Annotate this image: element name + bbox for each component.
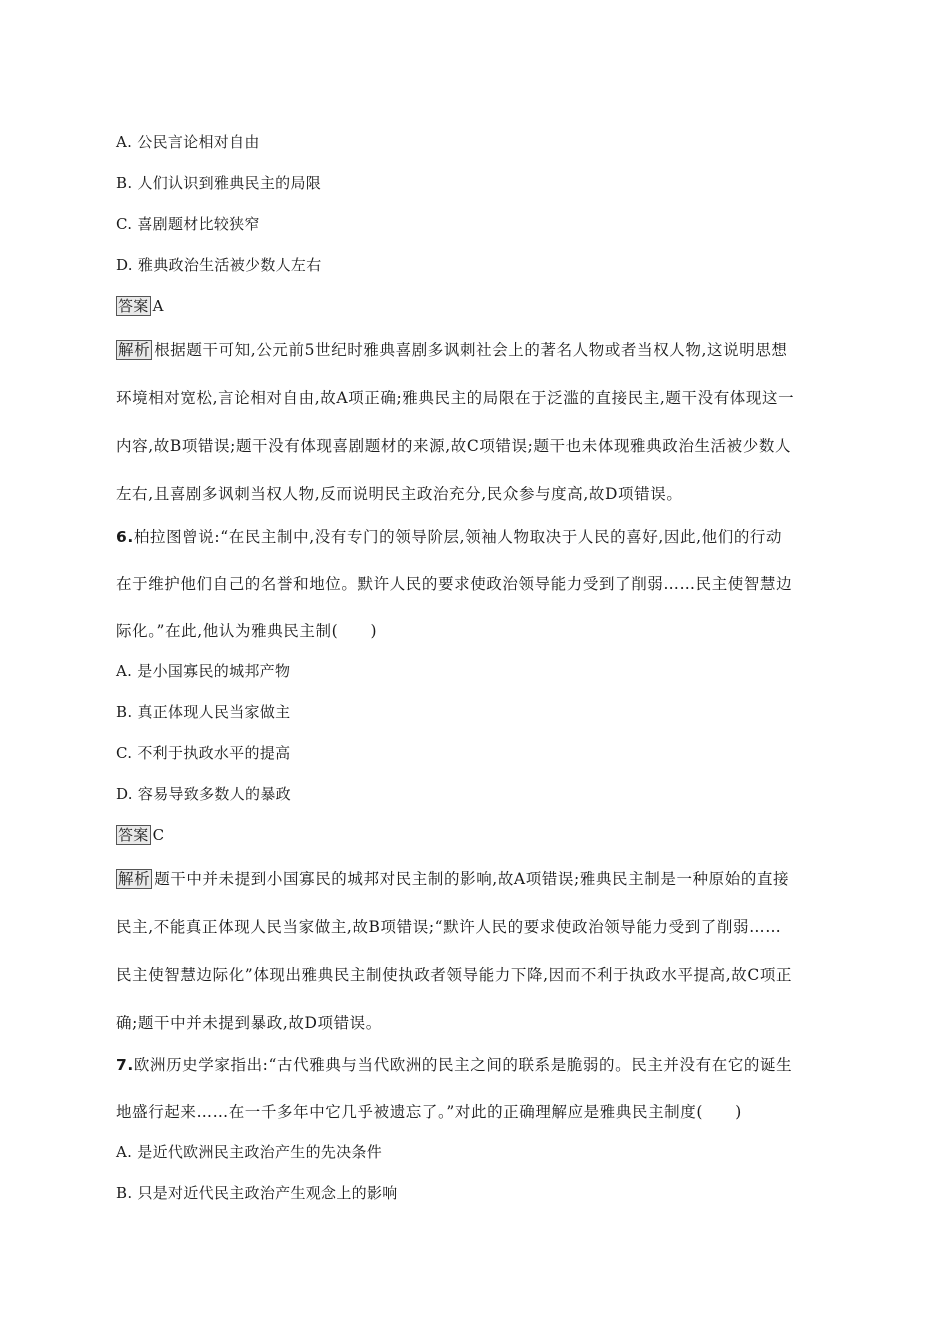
q5-analysis-line: 内容,故B项错误;题干没有体现喜剧题材的来源,故C项错误;题干也未体现雅典政治生活被少数人 <box>116 437 792 455</box>
q6-analysis-line: 民主使智慧边际化”体现出雅典民主制使执政者领导能力下降,因而不利于执政水平提高,故C项正 <box>116 966 793 984</box>
q6-analysis-line: 民主,不能真正体现人民当家做主,故B项错误;“默许人民的要求使政治领导能力受到了削弱…… <box>116 918 782 936</box>
q6-analysis-line: 确;题干中并未提到暴政,故D项错误。 <box>116 1014 382 1032</box>
q6-option-d: D. 容易导致多数人的暴政 <box>116 785 291 803</box>
q6-option-a: A. 是小国寡民的城邦产物 <box>116 662 291 680</box>
q5-analysis-line: 环境相对宽松,言论相对自由,故A项正确;雅典民主的局限在于泛滥的直接民主,题干没有体现这一 <box>116 389 795 407</box>
analysis-text: 题干中并未提到小国寡民的城邦对民主制的影响,故A项错误;雅典民主制是一种原始的直接 <box>154 870 790 888</box>
analysis-text: 根据题干可知,公元前5世纪时雅典喜剧多讽刺社会上的著名人物或者当权人物,这说明思想 <box>154 341 788 359</box>
q5-option-d: D. 雅典政治生活被少数人左右 <box>116 256 322 274</box>
q7-option-a: A. 是近代欧洲民主政治产生的先决条件 <box>116 1143 383 1161</box>
q6-answer <box>116 825 164 845</box>
analysis-tag: 解析 <box>118 341 151 359</box>
q6-stem-line: 在于维护他们自己的名誉和地位。默许人民的要求使政治领导能力受到了削弱……民主使智慧边 <box>116 575 793 593</box>
q5-analysis-line: 左右,且喜剧多讽刺当权人物,反而说明民主政治充分,民众参与度高,故D项错误。 <box>116 485 683 503</box>
q5-option-c: C. 喜剧题材比较狭窄 <box>116 215 260 233</box>
q7-stem-line <box>116 1055 792 1075</box>
q6-option-c: C. 不利于执政水平的提高 <box>116 744 291 762</box>
q6-stem-line <box>116 527 782 547</box>
q7-stem-line: 地盛行起来……在一千多年中它几乎被遗忘了。”对此的正确理解应是雅典民主制度( ) <box>116 1103 742 1121</box>
q5-option-b: B. 人们认识到雅典民主的局限 <box>116 174 322 192</box>
answer-value: A <box>152 297 164 315</box>
question-number: 6. <box>116 528 134 546</box>
question-number: 7. <box>116 1056 134 1074</box>
q6-option-b: B. 真正体现人民当家做主 <box>116 703 291 721</box>
q7-option-b: B. 只是对近代民主政治产生观念上的影响 <box>116 1184 398 1202</box>
analysis-tag: 解析 <box>118 870 151 888</box>
stem-text: 欧洲历史学家指出:“古代雅典与当代欧洲的民主之间的联系是脆弱的。民主并没有在它的诞生 <box>133 1056 793 1074</box>
answer-tag: 答案 <box>118 297 149 315</box>
q6-analysis-line <box>116 869 789 889</box>
q5-analysis-line <box>116 340 788 360</box>
q5-answer <box>116 296 164 316</box>
answer-tag: 答案 <box>118 826 149 844</box>
stem-text: 柏拉图曾说:“在民主制中,没有专门的领导阶层,领袖人物取决于人民的喜好,因此,他们的行动 <box>133 528 783 546</box>
q6-stem-line: 际化。”在此,他认为雅典民主制( ) <box>116 622 378 640</box>
q5-option-a: A. 公民言论相对自由 <box>116 133 260 151</box>
answer-value: C <box>152 826 165 844</box>
